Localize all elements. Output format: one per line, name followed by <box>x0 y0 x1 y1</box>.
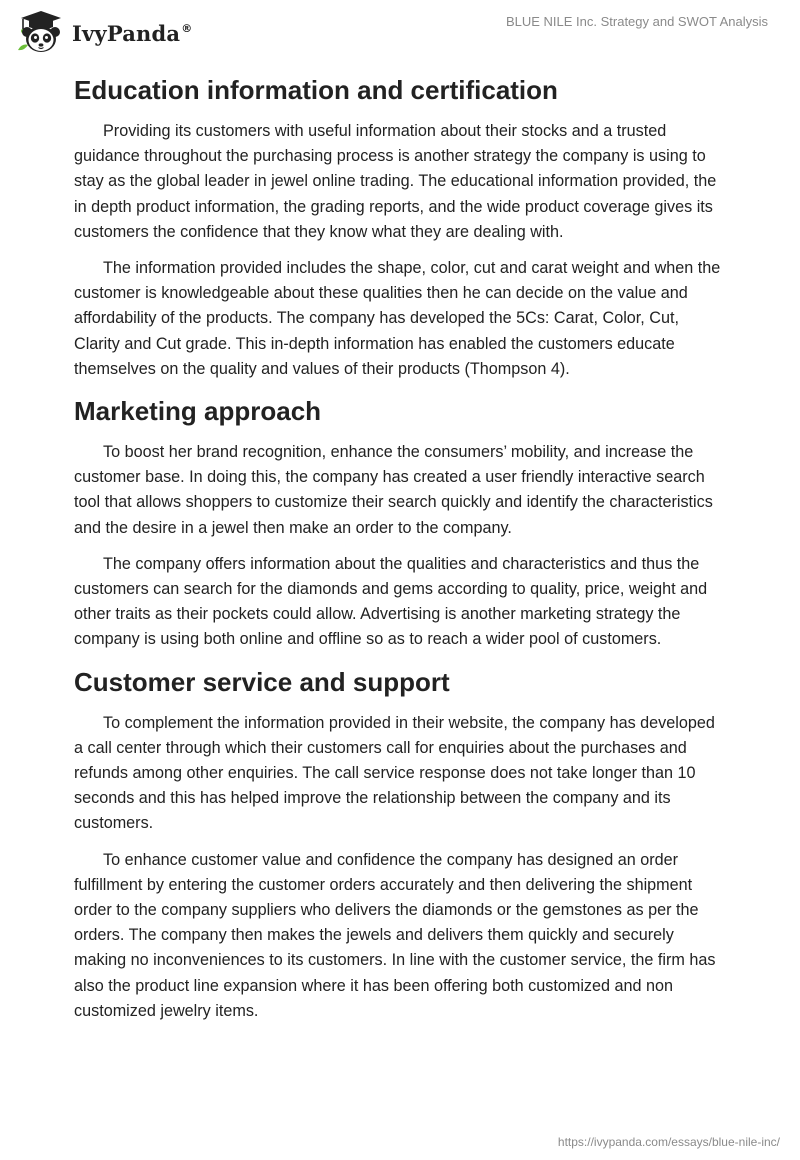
paragraph: To boost her brand recognition, enhance the consumers’ mobility, and increase the customer base. In doing this, the company has created a user friendly interactive search tool that allows shoppers to customize their search quickly and identify the characteristics and the desire in a jewel then make an order to the company. <box>74 443 713 537</box>
section-heading: Education information and certification <box>74 75 558 105</box>
paragraph: The company offers information about the qualities and characteristics and thus the customers can search for the diamonds and gems according to quality, price, weight and other traits as their pockets could allow. Advertising is another marketing strategy the company is using both online and offline so as to reach a wider pool of customers. <box>74 554 708 649</box>
page-header <box>0 0 800 62</box>
essay-content <box>74 70 726 1035</box>
source-url-link[interactable]: https://ivypanda.com/essays/blue-nile-inc/ <box>557 1135 780 1149</box>
section-education <box>74 72 726 382</box>
paragraph: The information provided includes the shape, color, cut and carat weight and when the customer is knowledgeable about these qualities then he can decide on the value and affordability of the products. The company has developed the 5Cs: Carat, Color, Cut, Clarity and Cut grade. This in-depth information has enabled the customers educate themselves on the quality and values of their products (Thompson 4). <box>74 259 721 378</box>
section-marketing <box>74 393 726 653</box>
brand-name: IvyPanda® <box>72 20 193 46</box>
paragraph: To enhance customer value and confidence the company has designed an order fulfillment by entering the customer orders accurately and then delivering the shipment order to the company suppliers who delivers the diamonds or the gemstones as per the orders. The company then makes the jewels and delivers them quickly and securely making no inconveniences to its customers. In line with the customer service, the firm has also the product line expansion where it has been offering both customized and non customized jewelry items. <box>74 850 716 1020</box>
panda-graduation-cap-logo-icon <box>14 10 68 54</box>
paragraph: Providing its customers with useful information about their stocks and a trusted guidance throughout the purchasing process is another strategy the company is using to stay as the global leader in jewel online trading. The educational information provided, the in depth product information, the grading reports, and the wide product coverage gives its customers the confidence that they know what they are dealing with. <box>74 122 717 241</box>
paragraph: To complement the information provided in their website, the company has developed a call center through which their customers call for enquiries about the purchases and refunds among other enquiries. The call service response does not take longer than 10 seconds and this has helped improve the relationship between the company and its customers. <box>74 713 715 833</box>
section-heading: Customer service and support <box>74 666 450 697</box>
document-title: BLUE NILE Inc. Strategy and SWOT Analysis <box>505 14 768 29</box>
ivypanda-logo[interactable] <box>14 10 192 54</box>
section-heading: Marketing approach <box>74 396 322 427</box>
registered-mark: ® <box>181 21 193 35</box>
section-customer-service <box>74 664 726 1024</box>
